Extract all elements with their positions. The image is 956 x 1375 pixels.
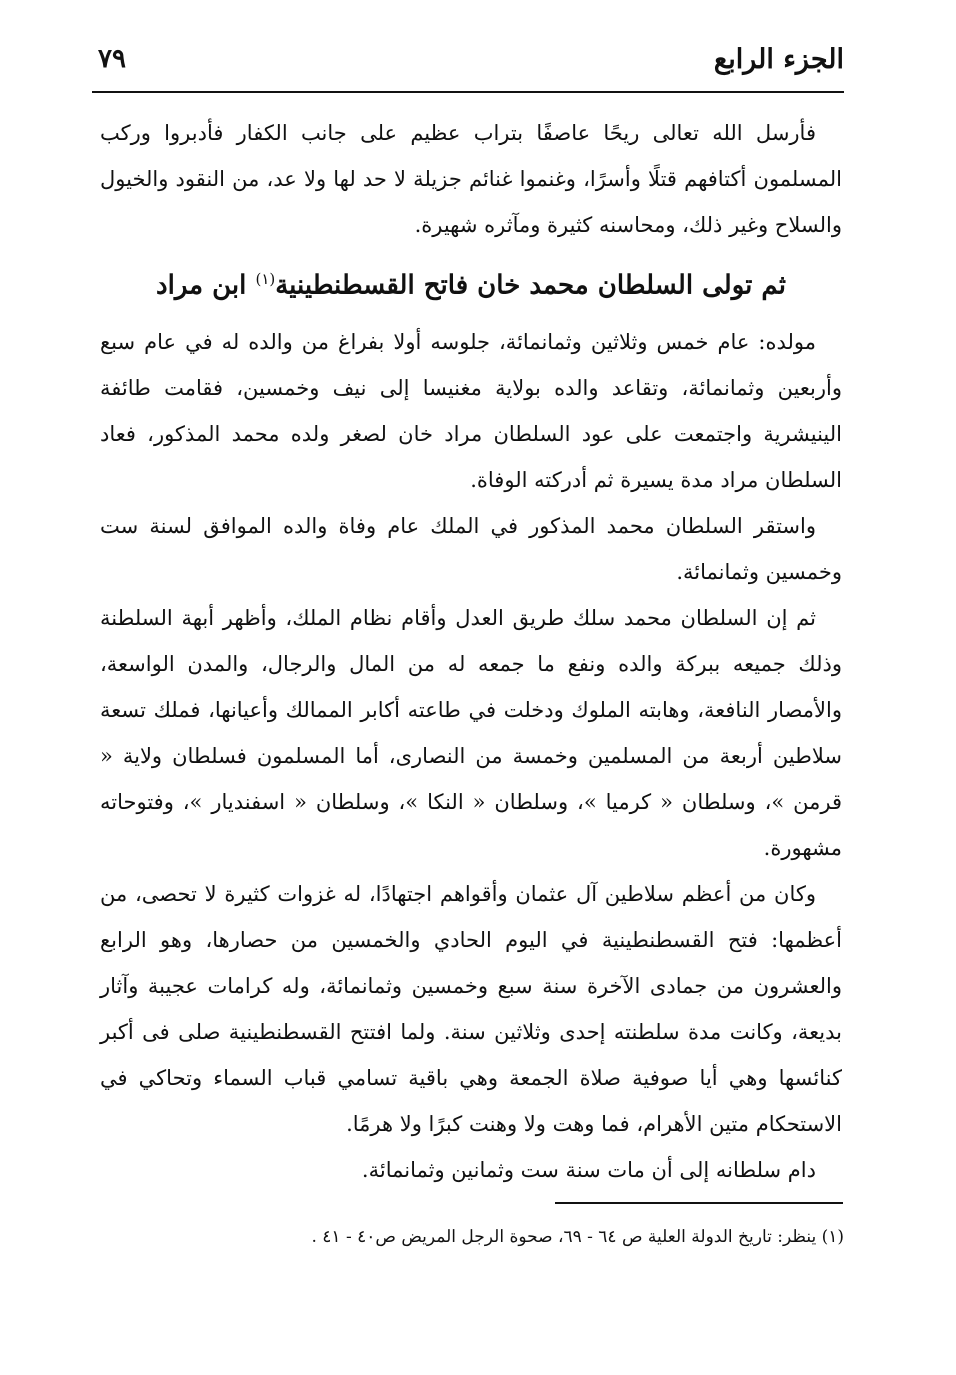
main-text: [100, 110, 842, 1193]
page-number: ٧٩: [98, 44, 126, 74]
section-heading: [100, 252, 842, 313]
header-divider: [92, 91, 844, 93]
paragraph-6: دام سلطانه إلى أن مات سنة ست وثمانين وثمانمائة.: [361, 1157, 816, 1182]
paragraph-4: ثم إن السلطان محمد سلك طريق العدل وأقام نظام الملك، وأظهر أبهة السلطنة وذلك جميعه ببركة والده ونفع ما جمعه له من المال والرجال، والمدن الواسعة، والأمصار النافعة، وهابته الملوك ودخلت في طاعته أكابر الممالك وأعيانها، فملك تسعة سلاطين أربعة من المسلمين وخمسة من النصارى، أما المسلمون فسلطان ولاية « قرمن »، وسلطان « كرميا »، وسلطان « النكا »، وسلطان « اسفنديار »، وفتوحاته مشهورة.: [100, 605, 842, 860]
page-header: [92, 38, 844, 88]
heading-text: ثم تولى السلطان محمد خان فاتح القسطنطينية: [275, 270, 786, 301]
paragraph-2: مولده: عام خمس وثلاثين وثمانمائة، جلوسه أولا بفراغ من والده له في عام سبع وأربعين وثمانمائة، وتقاعد والده بولاية مغنيسا إلى نيف وخمسين، فقامت طائفة الينيشرية واجتمعت على عود السلطان مراد خان لصغر ولده محمد المذكور، فعاد السلطان مراد مدة يسيرة ثم أدركته الوفاة.: [100, 329, 842, 492]
footnote: (١) ينظر: تاريخ الدولة العلية ص ٦٤ - ٦٩، صحوة الرجل المريض ص٤٠ - ٤١ .: [311, 1227, 844, 1247]
heading-footnote-marker: (١): [255, 270, 276, 288]
paragraph-5: وكان من أعظم سلاطين آل عثمان وأقواهم اجتهادًا، له غزوات كثيرة لا تحصى، من أعظمها: فتح القسطنطينية في اليوم الحادي والخمسين من حصارها، وهو الرابع والعشرون من جمادى الآخرة سنة سبع وخمسين وثمانمائة، وله كرامات عجيبة وآثار بديعة، وكانت مدة سلطنته إحدى وثلاثين سنة. ولما افتتح القسطنطينية صلى فى أكبر كنائسها وهي أيا صوفية صلاة الجمعة وهي باقية تسامي قباب السماء وتحاكي في الاستحكام متين الأهرام، فما وهت ولا وهنت كبرًا ولا هرمًا.: [100, 881, 842, 1136]
paragraph-3: واستقر السلطان محمد المذكور في الملك عام وفاة والده الموافق لسنة ست وخمسين وثمانمائة.: [100, 513, 842, 584]
chapter-title: الجزء الرابع: [713, 44, 844, 75]
heading-text-tail: ابن مراد: [156, 270, 256, 301]
paragraph-1: فأرسل الله تعالى ريحًا عاصفًا بتراب عظيم على جانب الكفار فأدبروا وركب المسلمون أكتافهم قتلًا وأسرًا، وغنموا غنائم جزيلة لا حد لها ولا عد، من النقود والخيول والسلاح وغير ذلك، ومحاسنه كثيرة ومآثره شهيرة.: [100, 121, 842, 237]
footnote-divider: [555, 1202, 843, 1204]
